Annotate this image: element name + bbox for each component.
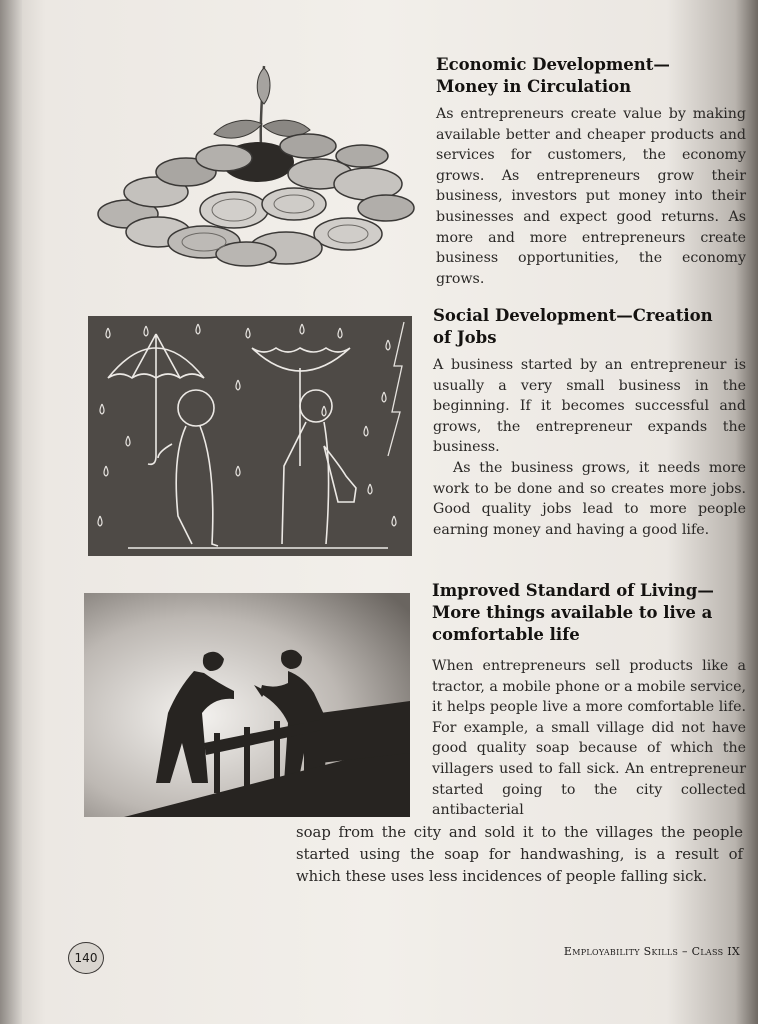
section-body: As entrepreneurs create value by making available better and cheaper products and services for customers, the economy grows. As entrepreneurs grow their business, investors put money into their businesses and expect good returns. As more and more entrepreneurs create business opportunities, the economy grows. bbox=[436, 106, 746, 287]
section-body-continued: As the business grows, it needs more work to be done and so creates more jobs. Good quality jobs lead to more people earning money and having a good life. bbox=[433, 459, 746, 538]
heading-line: Economic Development— bbox=[436, 55, 670, 74]
heading-line: More things available to live a bbox=[432, 603, 713, 622]
workers-silhouette-photo bbox=[84, 593, 410, 817]
section-standard-of-living-wide-text bbox=[296, 822, 743, 888]
section-body: A business started by an entrepreneur is usually a very small business in the beginning. If it becomes successful and grows, the entrepreneur expands the business. bbox=[433, 357, 746, 456]
section-heading bbox=[433, 305, 746, 349]
page-gutter-shadow bbox=[0, 0, 22, 1024]
section-heading bbox=[432, 580, 746, 646]
heading-line: comfortable life bbox=[432, 625, 580, 644]
page-number-badge bbox=[66, 940, 106, 976]
section-social-development bbox=[433, 305, 746, 540]
heading-line: Social Development—Creation bbox=[433, 306, 713, 325]
section-heading bbox=[436, 54, 746, 98]
page-number: 140 bbox=[68, 942, 104, 974]
coins-plant-illustration bbox=[96, 56, 418, 272]
book-title-footer: Employability Skills – Class IX bbox=[563, 945, 740, 958]
umbrella-rain-illustration bbox=[88, 316, 412, 556]
section-economic-development bbox=[436, 54, 746, 289]
plant-sprout bbox=[214, 66, 310, 146]
section-body-continued: soap from the city and sold it to the villages the people started using the soap for handwashing, is a result of which these uses less incidences of people falling sick. bbox=[296, 824, 743, 885]
heading-line: of Jobs bbox=[433, 328, 497, 347]
section-body: When entrepreneurs sell products like a tractor, a mobile phone or a mobile service, it helps people live a more comfortable life. For example, a small village did not have good quality soap because of which the villagers used to fall sick. An entrepreneur started going to the city collected antibacterial bbox=[432, 658, 746, 819]
section-standard-of-living bbox=[432, 580, 746, 821]
heading-line: Improved Standard of Living— bbox=[432, 581, 714, 600]
heading-line: Money in Circulation bbox=[436, 77, 632, 96]
